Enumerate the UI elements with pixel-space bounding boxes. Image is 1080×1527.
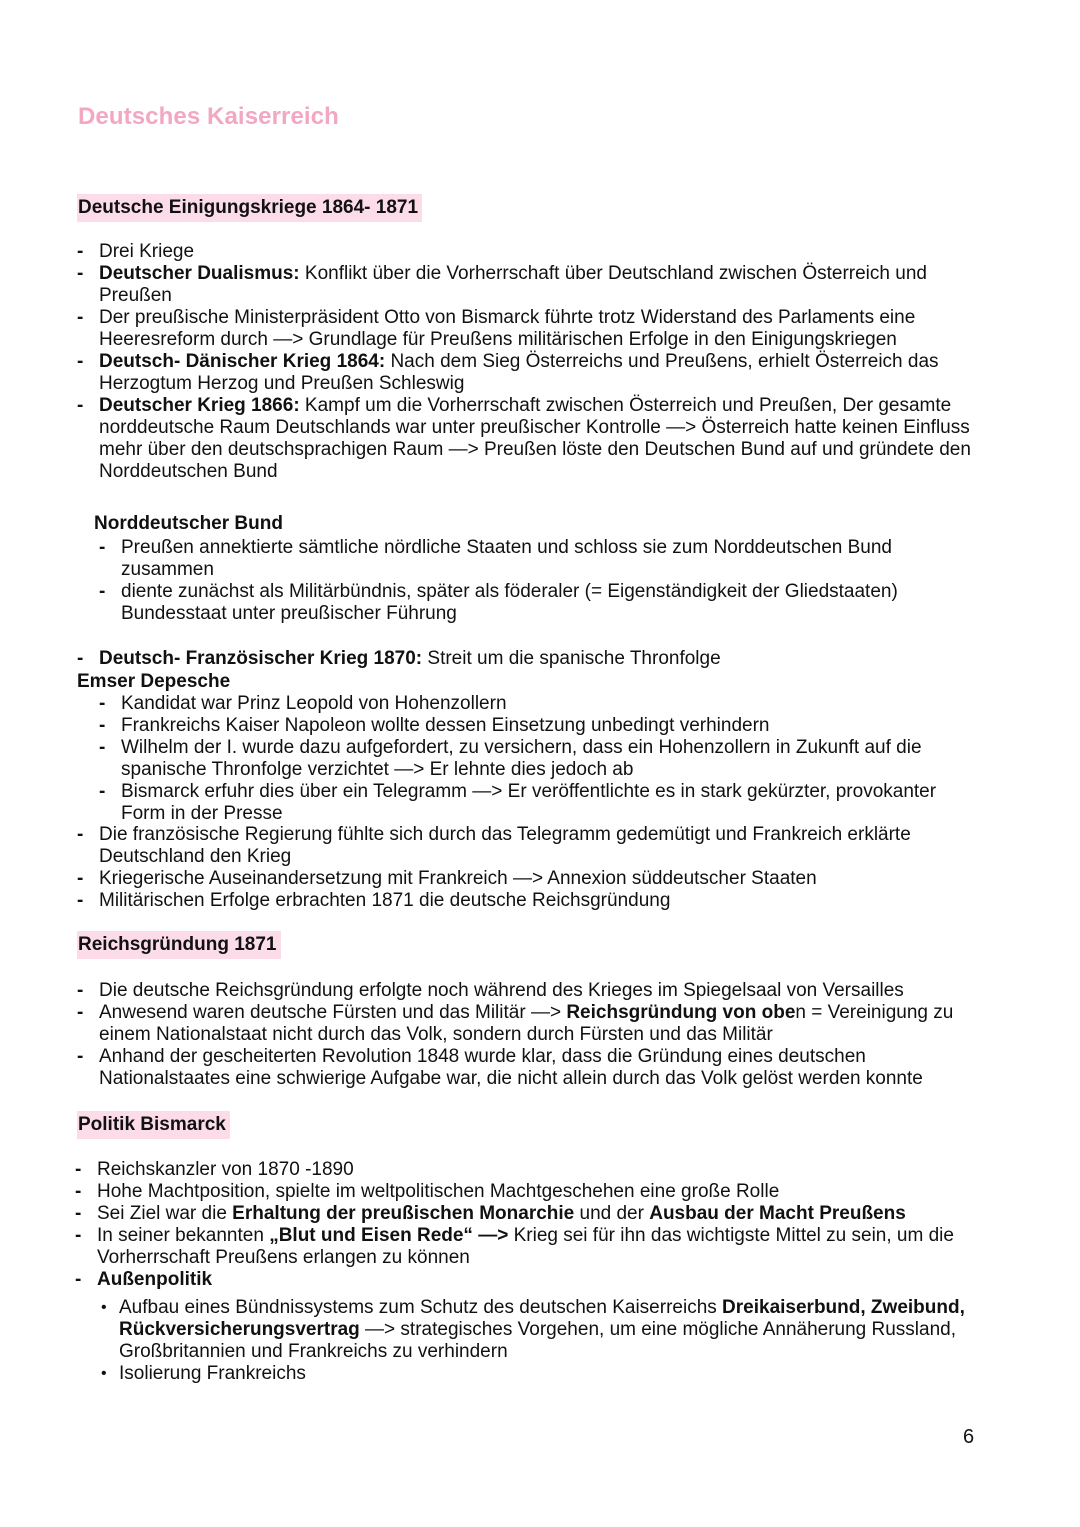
- list-item: - Deutscher Krieg 1866: Kampf um die Vorherrschaft zwischen Österreich und Preußen, Der gesamte norddeutsche Raum Deutschlands war unter preußischer Kontrolle —> Österreich hatte keinen Einfluss mehr über den deutschsprachigen Raum —> Preußen löste den Deutschen Bund auf und gründete den Norddeutschen Bund: [77, 395, 971, 482]
- emser-depesche-list: [99, 693, 981, 825]
- list-item: - Militärischen Erfolge erbrachten 1871 die deutsche Reichsgründung: [77, 890, 671, 911]
- politik-bismarck-list: [75, 1159, 997, 1291]
- list-item: • Isolierung Frankreichs: [101, 1363, 306, 1384]
- list-item: - Frankreichs Kaiser Napoleon wollte dessen Einsetzung unbedingt verhindern: [99, 715, 770, 736]
- section-heading-politik-bismarck: Politik Bismarck: [77, 1111, 230, 1139]
- section-heading-reichsgruendung: Reichsgründung 1871: [77, 931, 281, 959]
- list-item: - Wilhelm der I. wurde dazu aufgefordert, zu versichern, dass ein Hohenzollern in Zukunft auf die spanische Thronfolge verzichtet —> Er lehnte dies jedoch ab: [99, 737, 922, 780]
- list-item: - diente zunächst als Militärbündnis, später als föderaler (= Eigenständigkeit der Gliedstaaten) Bundesstaat unter preußischer Führung: [99, 581, 898, 624]
- list-item: - Die französische Regierung fühlte sich durch das Telegramm gedemütigt und Frankreich erklärte Deutschland den Krieg: [77, 824, 911, 867]
- list-item: - Kandidat war Prinz Leopold von Hohenzollern: [99, 693, 507, 714]
- list-item: - Reichskanzler von 1870 -1890: [75, 1159, 354, 1180]
- emser-depesche-after-list: [77, 824, 999, 912]
- list-item: - Deutscher Dualismus: Konflikt über die Vorherrschaft über Deutschland zwischen Österreich und Preußen: [77, 263, 927, 306]
- list-item: - Anwesend waren deutsche Fürsten und das Militär —> Reichsgründung von oben = Vereinigung zu einem Nationalstaat nicht durch das Volk, sondern durch Fürsten und das Militär: [77, 1002, 954, 1045]
- norddeutscher-bund-list: [99, 537, 981, 625]
- list-item: - Die deutsche Reichsgründung erfolgte noch während des Krieges im Spiegelsaal von Versailles: [77, 980, 904, 1001]
- list-item: - Deutsch- Dänischer Krieg 1864: Nach dem Sieg Österreichs und Preußens, erhielt Österreich das Herzogtum Herzog und Preußen Schleswig: [77, 351, 939, 394]
- list-item: - Deutsch- Französischer Krieg 1870: Streit um die spanische Thronfolge: [77, 648, 721, 669]
- list-item: - Kriegerische Auseinandersetzung mit Frankreich —> Annexion süddeutscher Staaten: [77, 868, 817, 889]
- list-item: - Sei Ziel war die Erhaltung der preußischen Monarchie und der Ausbau der Macht Preußens: [75, 1203, 906, 1224]
- list-item: • Aufbau eines Bündnissystems zum Schutz des deutschen Kaiserreichs Dreikaiserbund, Zweibund, Rückversicherungsvertrag —> strategisches Vorgehen, um eine mögliche Annäherung Russland, Großbritannien und Frankreichs zu verhindern: [101, 1297, 965, 1362]
- list-item: - Preußen annektierte sämtliche nördliche Staaten und schloss sie zum Norddeutschen Bund zusammen: [99, 537, 892, 580]
- list-item: - Bismarck erfuhr dies über ein Telegramm —> Er veröffentlichte es in stark gekürzter, provokanter Form in der Presse: [99, 781, 937, 824]
- list-item: - Der preußische Ministerpräsident Otto von Bismarck führte trotz Widerstand des Parlaments eine Heeresreform durch —> Grundlage für Preußens militärischen Erfolge in den Einigungskriegen: [77, 307, 916, 350]
- section-heading-einigungskriege: Deutsche Einigungskriege 1864- 1871: [77, 194, 422, 222]
- reichsgruendung-list: [77, 980, 999, 1090]
- page-title: Deutsches Kaiserreich: [78, 103, 339, 130]
- einigungskriege-list: [77, 241, 999, 483]
- page-number: 6: [963, 1426, 975, 1448]
- franzoesischer-krieg-list: [77, 648, 999, 670]
- subheading-norddeutscher-bund: Norddeutscher Bund: [94, 513, 283, 534]
- subheading-emser-depesche: Emser Depesche: [77, 671, 231, 692]
- list-item: - Drei Kriege: [77, 241, 195, 262]
- list-item: - Anhand der gescheiterten Revolution 1848 wurde klar, dass die Gründung eines deutschen Nationalstaates eine schwierige Aufgabe war, die nicht allein durch das Volk gelöst werden konnte: [77, 1046, 923, 1089]
- aussenpolitik-list: [101, 1297, 979, 1385]
- list-item: - Außenpolitik: [75, 1269, 213, 1290]
- list-item: - Hohe Machtposition, spielte im weltpolitischen Machtgeschehen eine große Rolle: [75, 1181, 780, 1202]
- list-item: - In seiner bekannten „Blut und Eisen Rede“ —> Krieg sei für ihn das wichtigste Mittel zu sein, um die Vorherrschaft Preußens erlangen zu können: [75, 1225, 954, 1268]
